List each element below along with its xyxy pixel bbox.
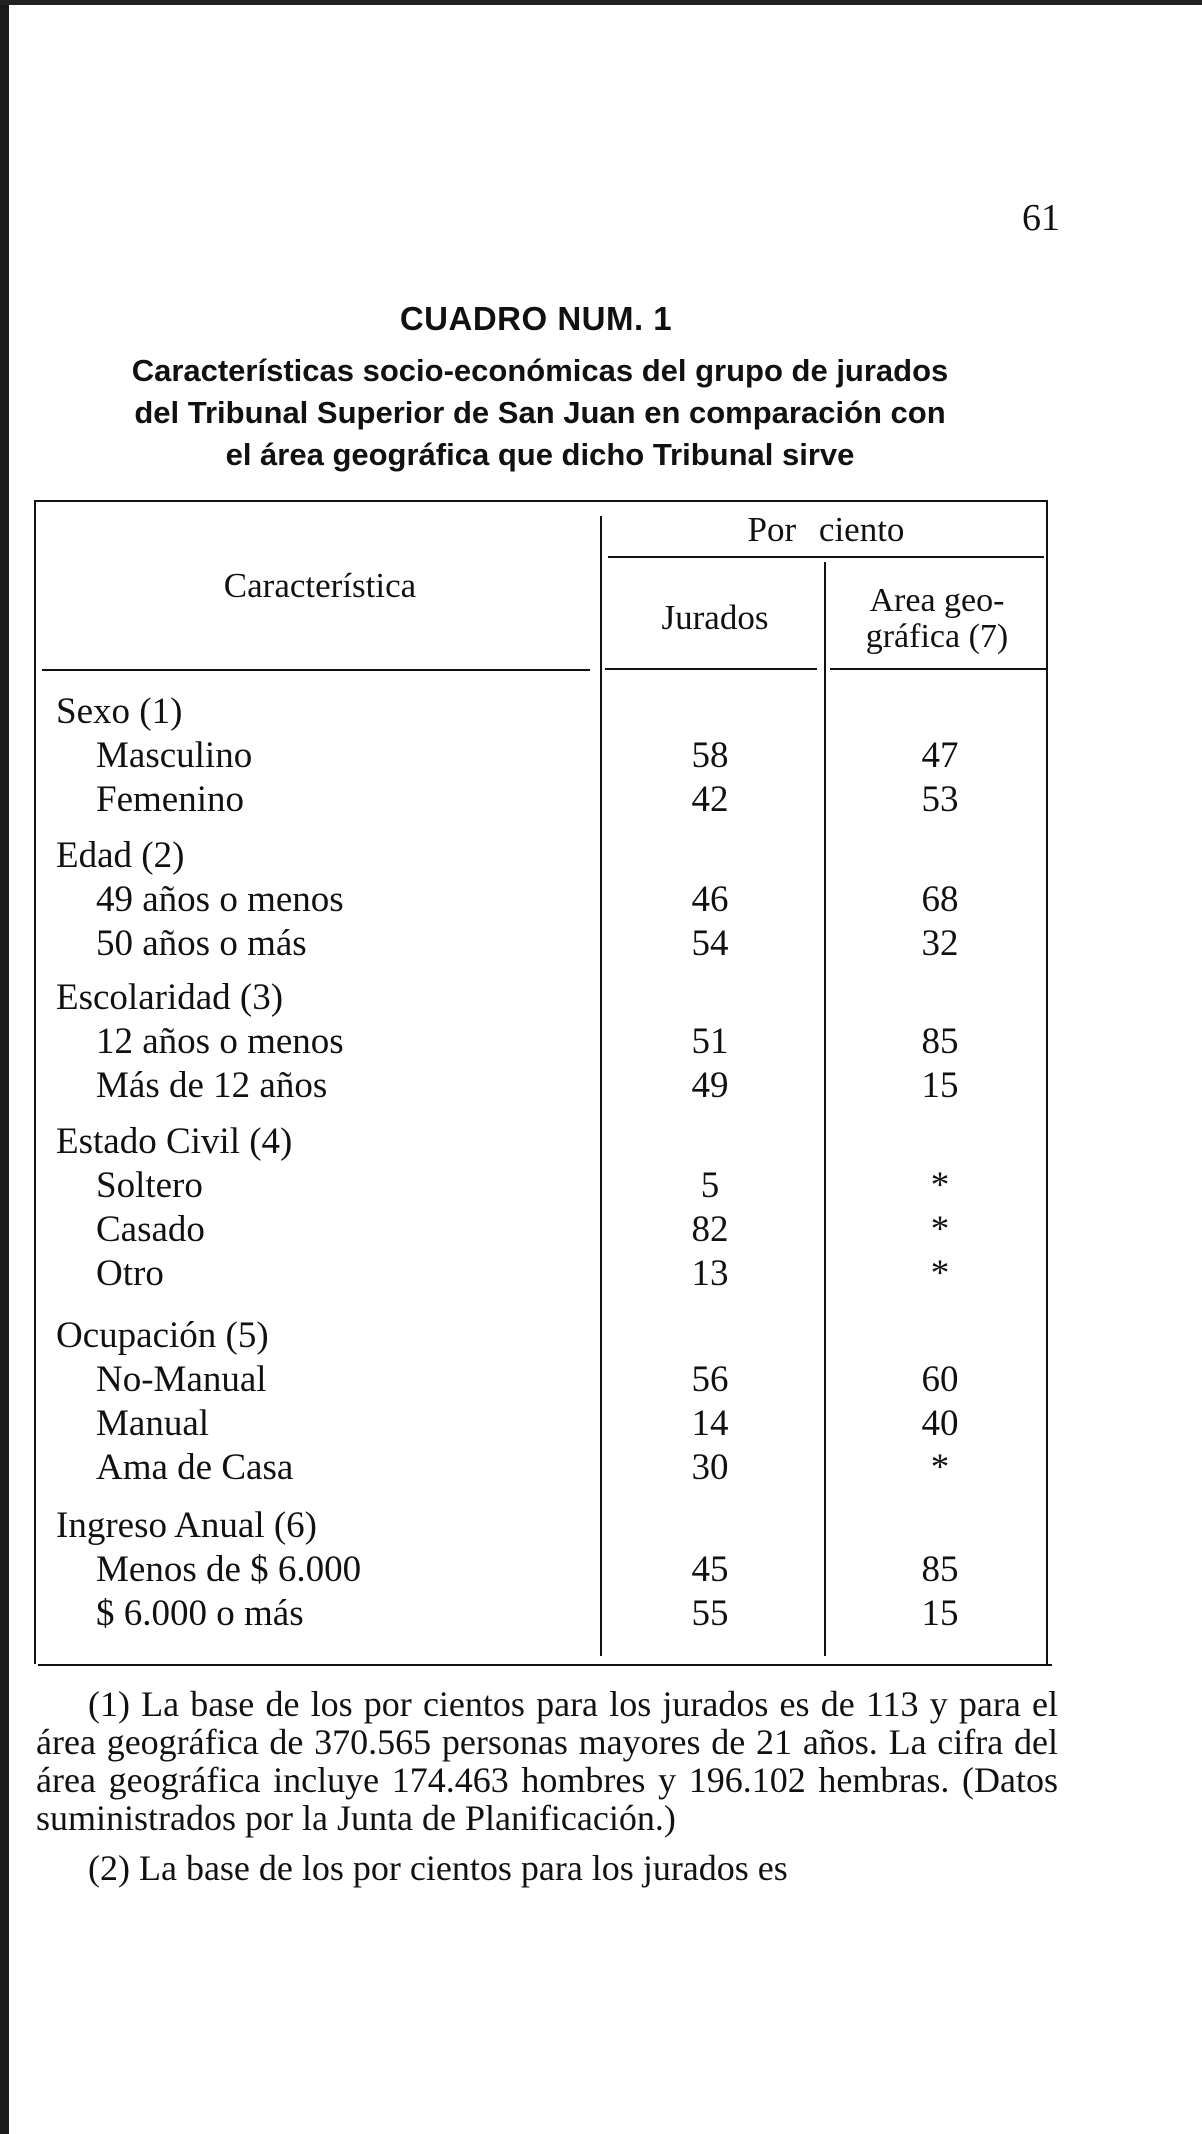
- jurados-value: 5: [700, 1165, 720, 1206]
- row-label: Otro: [96, 1253, 164, 1294]
- table-row: [0, 1020, 1100, 1065]
- table-row: [0, 1252, 1100, 1297]
- header-area: [828, 583, 1046, 655]
- group-row: [0, 1504, 1100, 1549]
- table-row: [0, 1358, 1100, 1403]
- jurados-value: 14: [691, 1403, 729, 1444]
- group-label: Escolaridad (3): [56, 977, 284, 1018]
- header-bottom-rule: [605, 668, 817, 670]
- row-label: Masculino: [96, 735, 253, 776]
- subtitle-line: el área geográfica que dicho Tribunal sirve: [225, 437, 855, 472]
- table-row: [0, 1064, 1100, 1109]
- area-value: 85: [921, 1549, 959, 1590]
- table-top-rule: [34, 500, 1048, 502]
- group-row: [0, 834, 1100, 879]
- row-label: 50 años o más: [96, 923, 307, 964]
- area-value: 53: [921, 779, 959, 820]
- area-value: 85: [921, 1021, 959, 1062]
- jurados-value: 46: [691, 879, 729, 920]
- table-row: [0, 922, 1100, 967]
- group-label: Sexo (1): [56, 691, 183, 732]
- area-value: *: [930, 1253, 950, 1294]
- page-number: 61: [1022, 197, 1060, 239]
- area-value: *: [930, 1447, 950, 1488]
- table-row: [0, 1402, 1100, 1447]
- row-label: 49 años o menos: [96, 879, 344, 920]
- jurados-value: 51: [691, 1021, 729, 1062]
- table-row: [0, 1208, 1100, 1253]
- table-title: CUADRO NUM. 1: [399, 300, 673, 337]
- area-value: 68: [921, 879, 959, 920]
- row-label: $ 6.000 o más: [96, 1593, 304, 1634]
- scan-top-edge: [0, 0, 1202, 5]
- area-value: 15: [921, 1593, 959, 1634]
- jurados-value: 45: [691, 1549, 729, 1590]
- area-value: *: [930, 1165, 950, 1206]
- table-row: [0, 1592, 1100, 1637]
- area-value: 32: [921, 923, 959, 964]
- group-row: [0, 690, 1100, 735]
- header-jurados: Jurados: [661, 598, 769, 637]
- row-label: Menos de $ 6.000: [96, 1549, 362, 1590]
- group-row: [0, 1120, 1100, 1165]
- group-row: [0, 976, 1100, 1021]
- subtitle-line: Características socio-económicas del grupo de jurados: [131, 353, 949, 388]
- jurados-value: 42: [691, 779, 729, 820]
- percent-group-rule: [608, 556, 1044, 558]
- table-row: [0, 778, 1100, 823]
- table-subtitle: [60, 350, 1020, 476]
- jurados-value: 56: [691, 1359, 729, 1400]
- header-bottom-rule: [830, 668, 1046, 670]
- subtitle-line: del Tribunal Superior de San Juan en comparación con: [134, 395, 946, 430]
- footnote: (2) La base de los por cientos para los jurados es: [88, 1848, 788, 1888]
- row-label: Soltero: [96, 1165, 203, 1206]
- jurados-value: 58: [691, 735, 729, 776]
- area-value: *: [930, 1209, 950, 1250]
- table-row: [0, 878, 1100, 923]
- jurados-value: 82: [691, 1209, 729, 1250]
- table-row: [0, 1548, 1100, 1593]
- row-label: No-Manual: [96, 1359, 267, 1400]
- footnotes: [36, 1685, 1058, 1899]
- table-row: [0, 1164, 1100, 1209]
- header-bottom-rule: [42, 669, 590, 671]
- jurados-value: 49: [691, 1065, 729, 1106]
- header-area-line: gráfica (7): [865, 618, 1009, 655]
- area-value: 40: [921, 1403, 959, 1444]
- group-row: [0, 1314, 1100, 1359]
- table-row: [0, 734, 1100, 779]
- area-value: 60: [921, 1359, 959, 1400]
- group-label: Ocupación (5): [56, 1315, 269, 1356]
- footnote: (1) La base de los por cientos para los jurados es de 113 y para el área geográfica de 370.565 personas mayores de 21 años. La cifra del área geográfica incluye 174.463 hombres y 196.102 hembras. (Datos suministrados por la Junta de Planificación.): [36, 1684, 1058, 1838]
- jurados-value: 13: [691, 1253, 729, 1294]
- jurados-value: 54: [691, 923, 729, 964]
- header-characteristic: Característica: [223, 566, 417, 605]
- row-label: 12 años o menos: [96, 1021, 344, 1062]
- group-label: Ingreso Anual (6): [56, 1505, 317, 1546]
- row-label: Ama de Casa: [96, 1447, 294, 1488]
- group-label: Estado Civil (4): [56, 1121, 293, 1162]
- row-label: Femenino: [96, 779, 244, 820]
- row-label: Manual: [96, 1403, 210, 1444]
- area-value: 47: [921, 735, 959, 776]
- header-area-line: Area geo-: [869, 582, 1005, 619]
- group-label: Edad (2): [56, 835, 185, 876]
- table-bottom-rule: [38, 1664, 1052, 1666]
- jurados-value: 55: [691, 1593, 729, 1634]
- jurados-value: 30: [691, 1447, 729, 1488]
- row-label: Casado: [96, 1209, 205, 1250]
- row-label: Más de 12 años: [96, 1065, 328, 1106]
- area-value: 15: [921, 1065, 959, 1106]
- table-row: [0, 1446, 1100, 1491]
- header-percent: Por ciento: [747, 510, 905, 549]
